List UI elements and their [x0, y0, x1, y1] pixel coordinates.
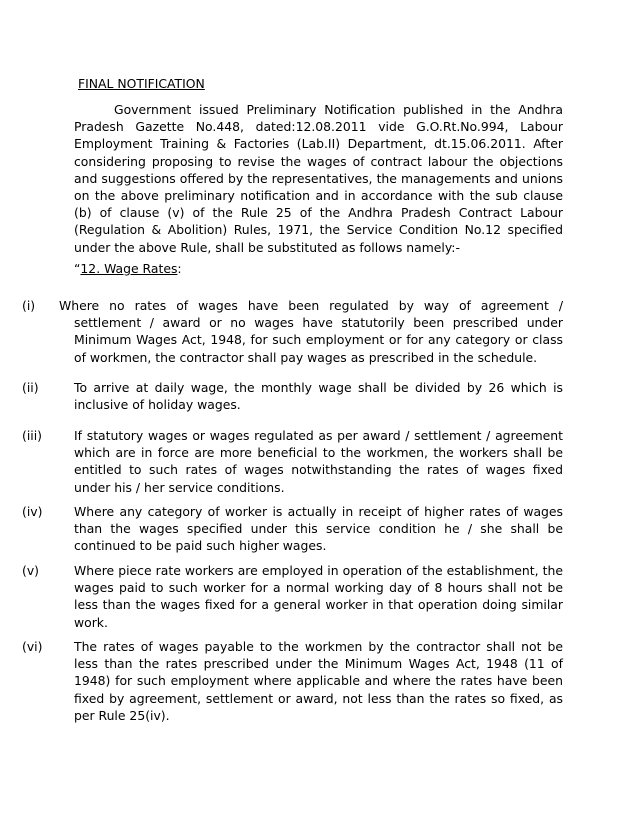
- heading-text: 12. Wage Rates: [80, 261, 178, 276]
- section-heading: [74, 260, 182, 277]
- clause-text: Where piece rate workers are employed in operation of the establishment, the wages paid to such worker for a normal working day of 8 hours shall not be less than the wages fixed for a general worker in that operation doing similar work.: [74, 563, 563, 630]
- intro-paragraph: Government issued Preliminary Notification published in the Andhra Pradesh Gazette No.448, dated:12.08.2011 vide G.O.Rt.No.994, Labour Employment Training & Factories (Lab.II) Department, dt.15.06.2011. After considering proposing to revise the wages of contract labour the objections and suggestions offered by the representatives, the managements and unions on the above preliminary notification and in accordance with the sub clause (b) of clause (v) of the Rule 25 of the Andhra Pradesh Contract Labour (Regulation & Abolition) Rules, 1971, the Service Condition No.12 specified under the above Rule, shall be substituted as follows namely:-: [74, 102, 563, 255]
- clause-text: If statutory wages or wages regulated as per award / settlement / agreement which are in force are more beneficial to the workmen, the workers shall be entitled to such rates of wages notwithstanding the rates of wages fixed under his / her service conditions.: [74, 428, 563, 495]
- clause-text: Where any category of worker is actually in receipt of higher rates of wages than the wages specified under this service condition he / she shall be continued to be paid such higher wages.: [74, 504, 563, 554]
- clause-v: [22, 562, 563, 631]
- clause-first-line: Where no rates of wages have been regulated by way of agreement /: [59, 298, 563, 313]
- clause-number: (vi): [22, 639, 43, 654]
- clause-number: (i): [22, 298, 36, 313]
- clause-text: settlement / award or no wages have statutorily been prescribed under Minimum Wages Act, 1948, for such employment or for any category or class of workmen, the contractor shall pay wages as prescribed in the schedule.: [74, 315, 563, 365]
- clause-i: [22, 297, 563, 366]
- notification-title: FINAL NOTIFICATION: [78, 76, 205, 91]
- clause-iii: [22, 427, 563, 496]
- clause-number: (iii): [22, 428, 42, 443]
- clause-number: (iv): [22, 504, 43, 519]
- heading-quote: “: [74, 261, 81, 276]
- clause-number: (v): [22, 563, 40, 578]
- clause-iv: [22, 503, 563, 555]
- heading-colon: :: [177, 261, 182, 276]
- clause-vi: [22, 638, 563, 724]
- clause-ii: [22, 379, 563, 413]
- clause-text: To arrive at daily wage, the monthly wage shall be divided by 26 which is inclusive of holiday wages.: [74, 380, 563, 413]
- clause-number: (ii): [22, 380, 39, 395]
- clause-text: The rates of wages payable to the workmen by the contractor shall not be less than the rates prescribed under the Minimum Wages Act, 1948 (11 of 1948) for such employment where applicable and where the rates have been fixed by agreement, settlement or award, not less than the rates so fixed, as per Rule 25(iv).: [74, 639, 563, 723]
